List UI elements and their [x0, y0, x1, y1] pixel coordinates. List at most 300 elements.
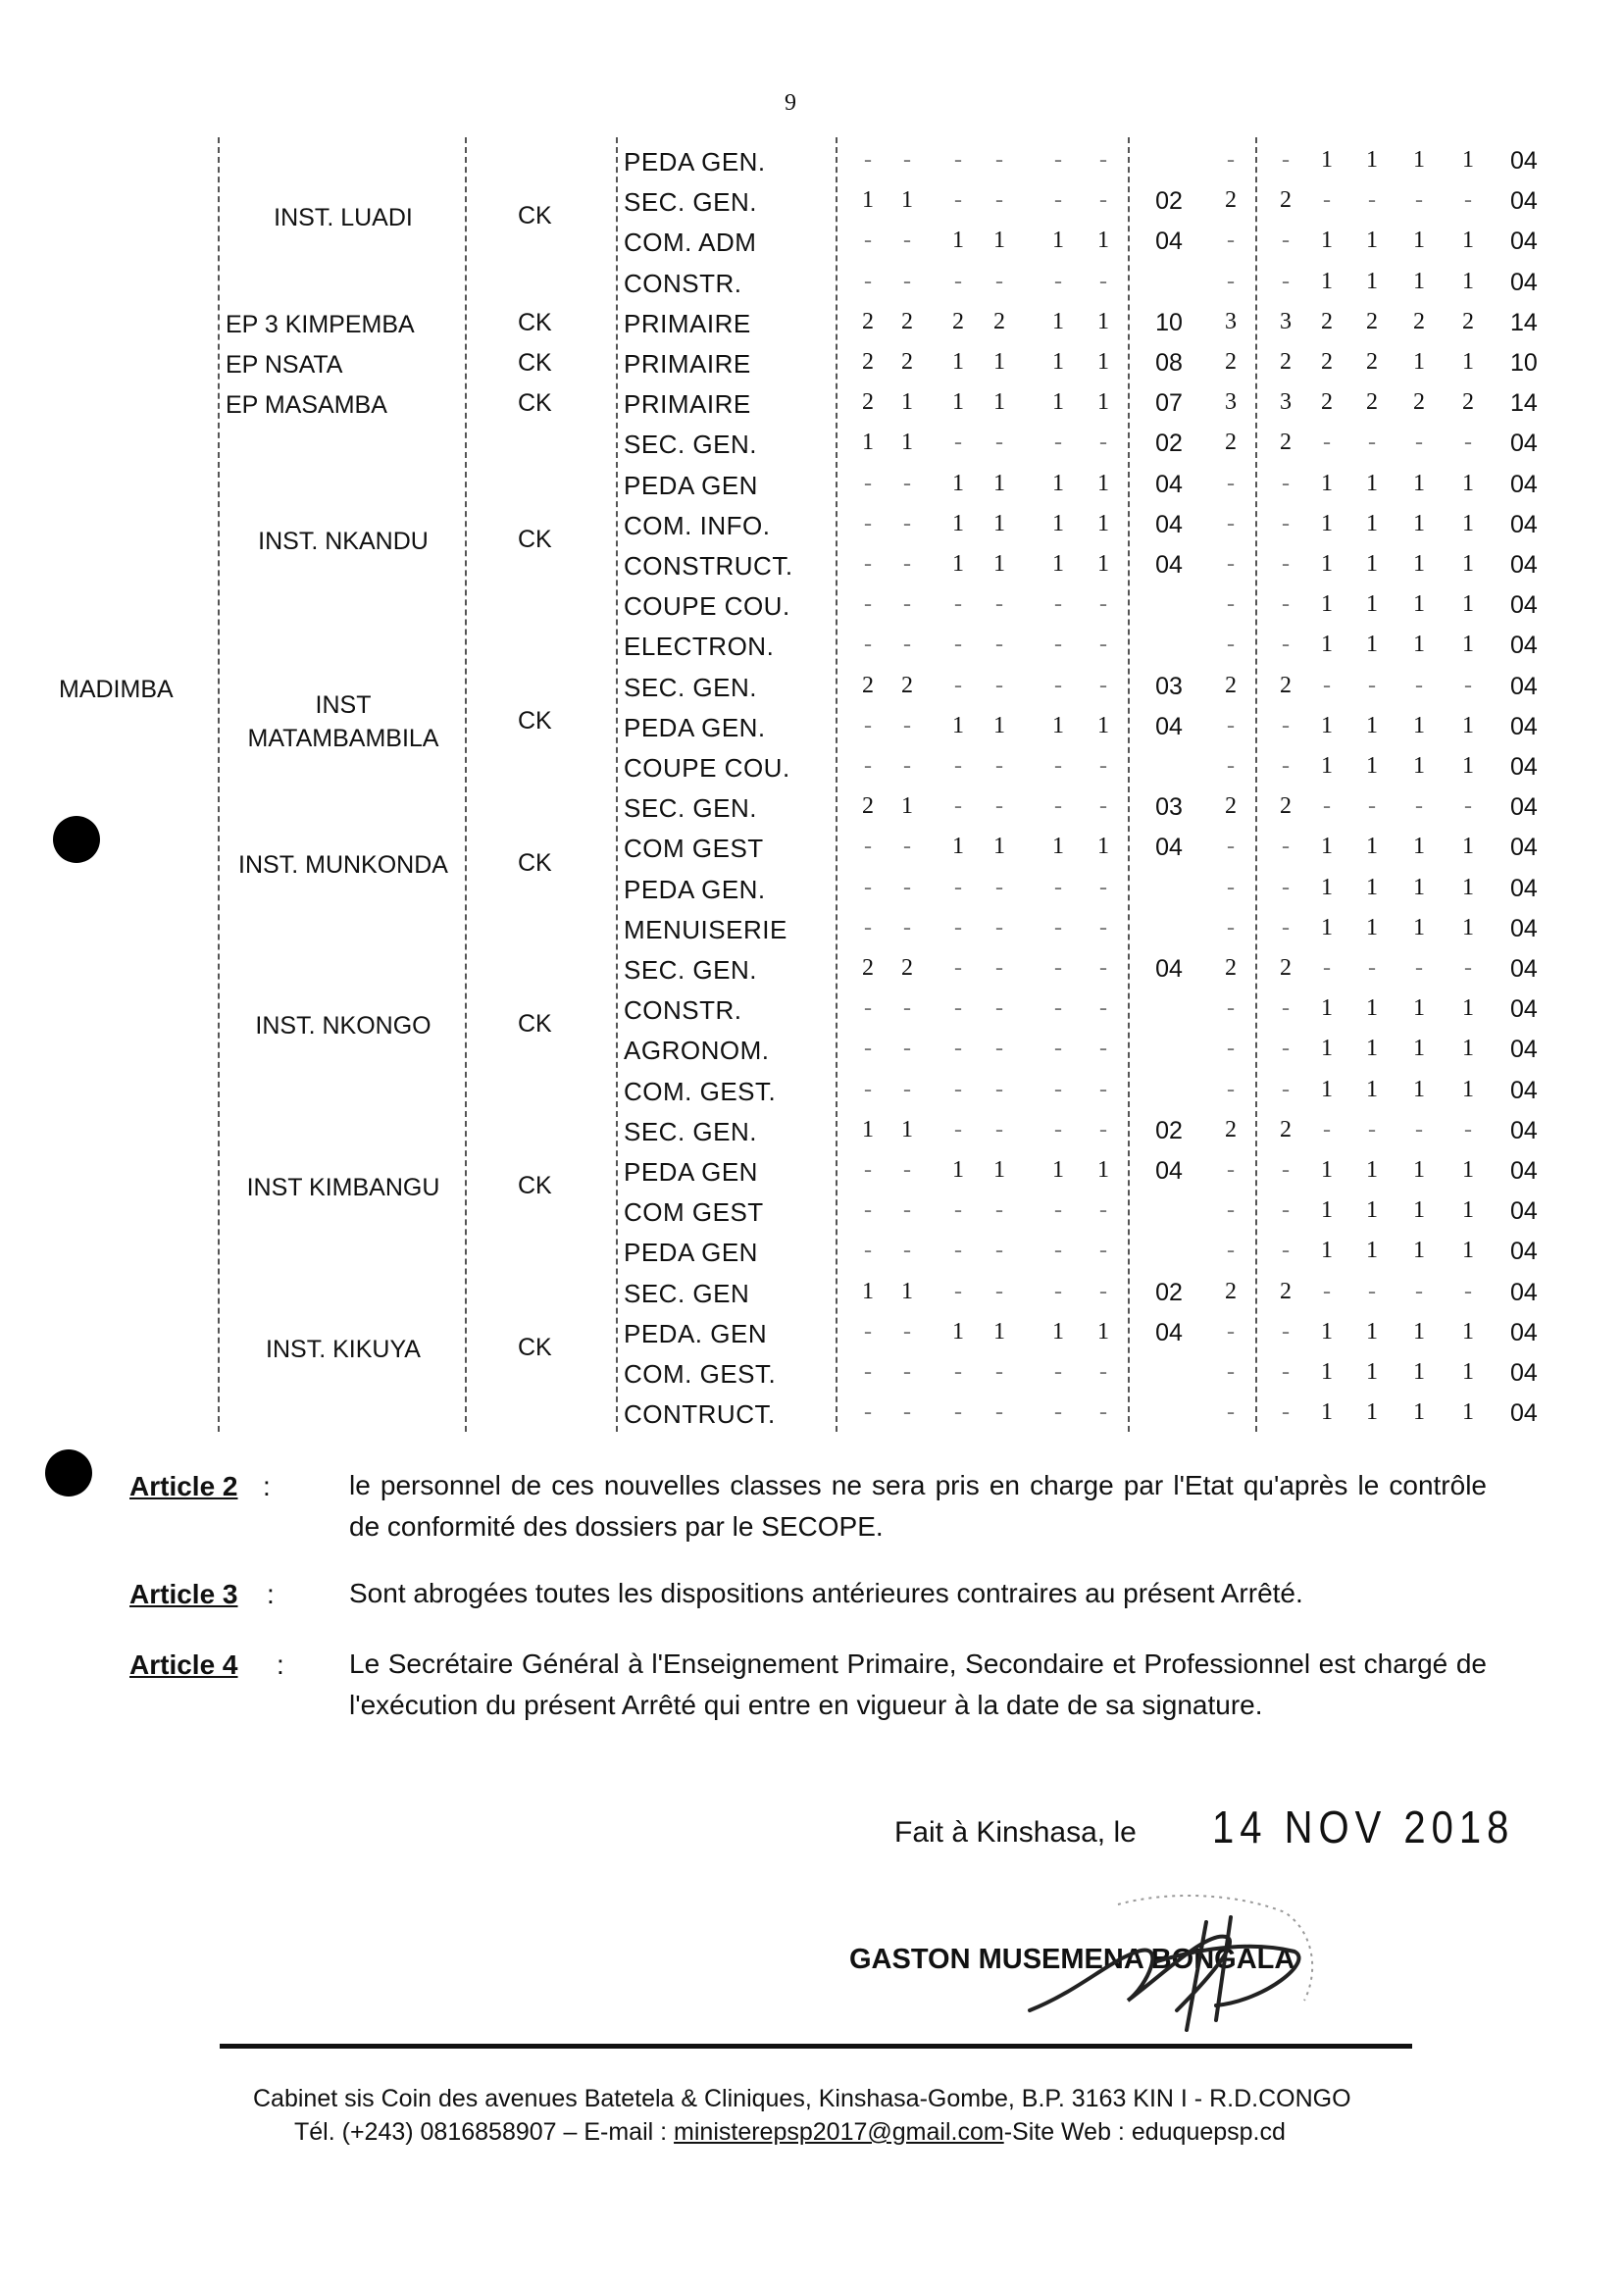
class-count: 1 [1321, 147, 1333, 173]
class-count: 1 [1321, 510, 1333, 536]
class-count: - [1099, 1197, 1107, 1224]
class-count: 1 [1413, 591, 1425, 618]
row-total: 04 [1510, 510, 1538, 538]
class-count: 2 [1280, 1116, 1292, 1142]
class-count: - [1099, 430, 1107, 456]
class-count: - [1323, 187, 1331, 214]
subtotal: 04 [1155, 470, 1183, 498]
class-count: - [1368, 1116, 1376, 1142]
class-count: 1 [993, 834, 1005, 860]
class-count: - [954, 1116, 962, 1142]
class-count: - [1282, 1359, 1290, 1385]
class-count: - [1099, 147, 1107, 173]
class-count: - [1282, 632, 1290, 658]
school-type: CK [518, 1010, 552, 1039]
class-count: 1 [1413, 228, 1425, 254]
class-count: 1 [1321, 1076, 1333, 1102]
school-type: CK [518, 308, 552, 336]
class-count: 1 [1462, 1318, 1474, 1344]
school-type: CK [518, 1172, 552, 1200]
class-count: - [903, 268, 911, 294]
class-count: - [1227, 753, 1235, 779]
column-divider [465, 137, 467, 1432]
class-count: 1 [1366, 1076, 1378, 1102]
class-count: 1 [1413, 834, 1425, 860]
class-count: 1 [901, 187, 913, 214]
class-count: 1 [952, 470, 964, 496]
class-count: - [995, 995, 1003, 1022]
class-count: 1 [1321, 995, 1333, 1022]
class-count: 1 [1321, 874, 1333, 900]
class-count: 1 [1413, 995, 1425, 1022]
article-text: Sont abrogées toutes les dispositions antérieures contraires au présent Arrêté. [349, 1578, 1303, 1608]
subtotal: 04 [1155, 1318, 1183, 1346]
class-count: - [864, 268, 872, 294]
place-line: Fait à Kinshasa, le [894, 1816, 1137, 1849]
option-name: CONSTRUCT. [624, 551, 793, 581]
class-count: 1 [1366, 591, 1378, 618]
class-count: - [954, 430, 962, 456]
row-total: 04 [1510, 1157, 1538, 1185]
class-count: - [1282, 1157, 1290, 1183]
class-count: - [954, 1399, 962, 1426]
handwritten-signature [1020, 1893, 1334, 2040]
class-count: 1 [1413, 1399, 1425, 1426]
row-total: 04 [1510, 955, 1538, 983]
class-count: 1 [1321, 1399, 1333, 1426]
class-count: 1 [1366, 1238, 1378, 1264]
class-count: - [1282, 470, 1290, 496]
option-name: PEDA GEN [624, 1238, 758, 1268]
class-count: - [1227, 551, 1235, 577]
class-count: 1 [1462, 1076, 1474, 1102]
class-count: - [864, 1238, 872, 1264]
class-count: 1 [862, 1116, 874, 1142]
class-count: - [1099, 914, 1107, 940]
class-count: - [903, 1399, 911, 1426]
class-count: - [864, 753, 872, 779]
class-count: 2 [1225, 955, 1237, 981]
class-count: 1 [1321, 712, 1333, 738]
class-count: 1 [1366, 1197, 1378, 1224]
class-count: - [864, 914, 872, 940]
class-count: 1 [1366, 1318, 1378, 1344]
class-count: 3 [1225, 389, 1237, 416]
class-count: - [1282, 1399, 1290, 1426]
class-count: 2 [1413, 389, 1425, 416]
option-name: SEC. GEN [624, 1278, 750, 1308]
class-count: - [903, 874, 911, 900]
class-count: 1 [901, 1278, 913, 1304]
row-total: 14 [1510, 308, 1538, 336]
row-total: 04 [1510, 470, 1538, 498]
class-count: 1 [1413, 268, 1425, 294]
class-count: - [954, 1076, 962, 1102]
option-name: PRIMAIRE [624, 308, 751, 338]
class-count: - [995, 187, 1003, 214]
class-count: - [864, 147, 872, 173]
class-count: - [1054, 187, 1062, 214]
class-count: - [1464, 1116, 1472, 1142]
class-count: - [954, 793, 962, 820]
class-count: - [903, 632, 911, 658]
subtotal: 04 [1155, 228, 1183, 256]
school-name: INST. KIKUYA [266, 1336, 421, 1363]
class-count: 1 [1413, 349, 1425, 375]
class-count: - [1054, 914, 1062, 940]
class-count: - [1464, 672, 1472, 698]
class-count: 1 [1097, 349, 1109, 375]
class-count: - [1099, 1359, 1107, 1385]
class-count: 1 [1462, 914, 1474, 940]
class-count: 1 [1462, 632, 1474, 658]
school-type: CK [518, 389, 552, 418]
class-count: 1 [1366, 632, 1378, 658]
class-count: - [903, 147, 911, 173]
class-count: 1 [1462, 834, 1474, 860]
class-count: 2 [1280, 1278, 1292, 1304]
class-count: - [954, 632, 962, 658]
class-count: - [1099, 1116, 1107, 1142]
class-count: 1 [1366, 228, 1378, 254]
class-count: - [903, 914, 911, 940]
column-divider [218, 137, 220, 1432]
class-count: 2 [1225, 430, 1237, 456]
class-count: - [1054, 1036, 1062, 1062]
class-count: 1 [1413, 1157, 1425, 1183]
class-count: - [1054, 753, 1062, 779]
option-name: COUPE COU. [624, 753, 790, 783]
class-count: - [864, 551, 872, 577]
option-name: PRIMAIRE [624, 349, 751, 379]
option-name: PRIMAIRE [624, 389, 751, 420]
class-count: - [1054, 955, 1062, 981]
article-colon: : [267, 1579, 275, 1609]
class-count: - [1227, 470, 1235, 496]
class-count: - [1415, 672, 1423, 698]
subtotal: 02 [1155, 1116, 1183, 1144]
option-name: SEC. GEN. [624, 793, 757, 824]
class-count: - [903, 1359, 911, 1385]
class-count: 1 [1462, 1197, 1474, 1224]
class-count: 1 [1462, 268, 1474, 294]
class-count: 1 [1366, 874, 1378, 900]
class-count: 1 [1413, 632, 1425, 658]
class-count: 1 [1097, 470, 1109, 496]
class-count: - [954, 187, 962, 214]
column-divider [1128, 137, 1130, 1432]
class-count: - [1323, 793, 1331, 820]
row-total: 04 [1510, 1278, 1538, 1306]
class-count: - [1099, 632, 1107, 658]
class-count: - [1227, 1157, 1235, 1183]
class-count: - [1464, 793, 1472, 820]
subtotal: 04 [1155, 510, 1183, 538]
class-count: - [1282, 874, 1290, 900]
class-count: - [954, 1197, 962, 1224]
class-count: 1 [901, 793, 913, 820]
class-count: 1 [952, 551, 964, 577]
class-count: - [903, 470, 911, 496]
class-count: - [903, 1157, 911, 1183]
class-count: 2 [862, 308, 874, 334]
subtotal: 07 [1155, 389, 1183, 418]
class-count: - [1054, 1399, 1062, 1426]
class-count: - [1415, 955, 1423, 981]
class-count: 1 [1462, 1238, 1474, 1264]
row-total: 04 [1510, 834, 1538, 862]
row-total: 04 [1510, 914, 1538, 942]
class-count: - [1464, 430, 1472, 456]
class-count: 1 [1462, 1359, 1474, 1385]
class-count: 1 [1321, 834, 1333, 860]
class-count: - [1282, 551, 1290, 577]
class-count: 1 [1097, 510, 1109, 536]
class-count: 1 [1413, 914, 1425, 940]
school-name: INST. NKONGO [255, 1012, 431, 1040]
class-count: - [1368, 793, 1376, 820]
class-count: - [1282, 147, 1290, 173]
school-name: EP MASAMBA [226, 391, 387, 420]
footer-site: -Site Web : eduquepsp.cd [1003, 2118, 1286, 2146]
class-count: - [995, 914, 1003, 940]
class-count: - [1099, 1238, 1107, 1264]
class-count: 2 [1225, 1116, 1237, 1142]
option-name: SEC. GEN. [624, 1116, 757, 1146]
class-count: 1 [993, 510, 1005, 536]
class-count: - [864, 712, 872, 738]
class-count: - [864, 1318, 872, 1344]
subtotal: 02 [1155, 187, 1183, 216]
option-name: SEC. GEN. [624, 955, 757, 985]
class-count: 1 [1366, 1359, 1378, 1385]
class-count: - [1054, 1197, 1062, 1224]
row-total: 04 [1510, 632, 1538, 660]
class-count: 1 [1097, 712, 1109, 738]
option-name: PEDA GEN. [624, 712, 766, 742]
class-count: - [995, 874, 1003, 900]
class-count: - [1227, 1076, 1235, 1102]
class-count: 2 [901, 308, 913, 334]
class-count: - [1368, 1278, 1376, 1304]
class-count: - [1099, 995, 1107, 1022]
class-count: - [1464, 955, 1472, 981]
subtotal: 04 [1155, 955, 1183, 983]
row-total: 04 [1510, 1359, 1538, 1387]
class-count: 1 [1462, 591, 1474, 618]
class-count: 2 [1462, 389, 1474, 416]
class-count: 2 [1321, 349, 1333, 375]
school-name: EP 3 KIMPEMBA [226, 310, 415, 338]
class-count: - [1227, 591, 1235, 618]
class-count: - [1323, 430, 1331, 456]
class-count: - [995, 1278, 1003, 1304]
class-count: - [995, 1359, 1003, 1385]
subtotal: 10 [1155, 308, 1183, 336]
class-count: - [954, 268, 962, 294]
class-count: 1 [1321, 470, 1333, 496]
class-count: - [954, 1238, 962, 1264]
class-count: 1 [1462, 349, 1474, 375]
class-count: - [1282, 1238, 1290, 1264]
class-count: 2 [1225, 349, 1237, 375]
school-type: CK [518, 707, 552, 736]
column-divider [836, 137, 837, 1432]
class-count: 1 [1321, 1359, 1333, 1385]
class-count: 2 [862, 672, 874, 698]
class-count: 2 [901, 955, 913, 981]
school-name: INST KIMBANGU [246, 1174, 440, 1202]
class-count: 1 [1052, 349, 1064, 375]
class-count: - [1099, 753, 1107, 779]
class-count: 1 [1462, 1399, 1474, 1426]
class-count: 1 [1413, 1036, 1425, 1062]
school-type: CK [518, 848, 552, 877]
class-count: 1 [901, 430, 913, 456]
class-count: 1 [1321, 632, 1333, 658]
class-count: 1 [1052, 228, 1064, 254]
class-count: - [995, 268, 1003, 294]
class-count: 1 [993, 1318, 1005, 1344]
row-total: 04 [1510, 1238, 1538, 1266]
row-total: 04 [1510, 228, 1538, 256]
class-count: - [1227, 147, 1235, 173]
class-count: - [1099, 955, 1107, 981]
class-count: 1 [1321, 753, 1333, 779]
option-name: SEC. GEN. [624, 187, 757, 218]
class-count: 1 [1321, 1197, 1333, 1224]
footer-email[interactable]: ministerepsp2017@gmail.com [674, 2118, 1004, 2146]
class-count: - [1282, 995, 1290, 1022]
class-count: - [903, 1076, 911, 1102]
class-count: - [1227, 712, 1235, 738]
class-count: - [903, 228, 911, 254]
class-count: 2 [862, 349, 874, 375]
school-name: EP NSATA [226, 351, 343, 379]
class-count: 1 [1413, 1238, 1425, 1264]
class-count: - [1282, 268, 1290, 294]
class-count: 1 [952, 1157, 964, 1183]
class-count: 1 [952, 228, 964, 254]
class-count: 1 [1413, 753, 1425, 779]
class-count: 2 [901, 672, 913, 698]
class-count: - [1282, 1318, 1290, 1344]
subtotal: 03 [1155, 793, 1183, 822]
row-total: 04 [1510, 672, 1538, 700]
class-count: - [1099, 874, 1107, 900]
class-count: 1 [1321, 1036, 1333, 1062]
class-count: 1 [993, 712, 1005, 738]
class-count: 2 [1225, 187, 1237, 214]
class-count: - [864, 1197, 872, 1224]
class-count: 1 [1366, 268, 1378, 294]
class-count: 2 [1280, 793, 1292, 820]
row-total: 10 [1510, 349, 1538, 377]
class-count: - [1054, 995, 1062, 1022]
option-name: CONSTR. [624, 995, 742, 1026]
class-count: 1 [1097, 389, 1109, 416]
class-count: 1 [993, 349, 1005, 375]
class-count: - [995, 1076, 1003, 1102]
class-count: - [1099, 1399, 1107, 1426]
class-count: - [864, 1359, 872, 1385]
class-count: 2 [1413, 308, 1425, 334]
option-name: COM GEST [624, 1197, 764, 1228]
class-count: 2 [1225, 672, 1237, 698]
class-count: 1 [1413, 1197, 1425, 1224]
class-count: - [1282, 510, 1290, 536]
class-count: 2 [1280, 349, 1292, 375]
class-count: - [1054, 591, 1062, 618]
class-count: 2 [1280, 955, 1292, 981]
class-count: 1 [1462, 1036, 1474, 1062]
class-count: 1 [1366, 753, 1378, 779]
class-count: - [1227, 995, 1235, 1022]
footer-contact [294, 2118, 1286, 2147]
class-count: - [954, 672, 962, 698]
class-count: - [1464, 1278, 1472, 1304]
class-count: 1 [1462, 551, 1474, 577]
class-count: 1 [1462, 147, 1474, 173]
class-count: 1 [952, 1318, 964, 1344]
class-count: - [1227, 510, 1235, 536]
class-count: - [995, 1197, 1003, 1224]
class-count: 2 [862, 793, 874, 820]
page-number: 9 [785, 90, 796, 116]
class-count: 1 [1462, 753, 1474, 779]
class-count: 1 [1366, 995, 1378, 1022]
class-count: - [995, 672, 1003, 698]
row-total: 04 [1510, 874, 1538, 902]
class-count: 1 [1052, 470, 1064, 496]
class-count: 1 [1366, 1399, 1378, 1426]
class-count: 1 [1413, 147, 1425, 173]
class-count: 1 [1097, 308, 1109, 334]
class-count: - [1054, 874, 1062, 900]
class-count: 1 [1462, 995, 1474, 1022]
row-total: 04 [1510, 1116, 1538, 1144]
class-count: 1 [1321, 1318, 1333, 1344]
class-count: - [1415, 1278, 1423, 1304]
class-count: 2 [1321, 308, 1333, 334]
option-name: PEDA GEN. [624, 874, 766, 904]
class-count: 1 [993, 228, 1005, 254]
class-count: 1 [1413, 470, 1425, 496]
option-name: PEDA. GEN [624, 1318, 768, 1348]
class-count: - [1054, 793, 1062, 820]
class-count: - [903, 1238, 911, 1264]
class-count: - [954, 955, 962, 981]
school-type: CK [518, 526, 552, 553]
class-count: 1 [952, 712, 964, 738]
subtotal: 08 [1155, 349, 1183, 377]
class-count: 1 [1413, 1318, 1425, 1344]
article-text: Le Secrétaire Général à l'Enseignement Primaire, Secondaire et Professionnel est chargé de l'exécution du présent Arrêté qui entre en vigueur à la date de sa signature. [349, 1649, 1487, 1720]
class-count: - [903, 712, 911, 738]
class-count: 1 [1052, 308, 1064, 334]
class-count: 1 [1097, 1318, 1109, 1344]
class-count: - [903, 1318, 911, 1344]
class-count: - [995, 1116, 1003, 1142]
class-count: 2 [1321, 389, 1333, 416]
class-count: 2 [1366, 349, 1378, 375]
row-total: 04 [1510, 712, 1538, 740]
class-count: 2 [862, 389, 874, 416]
footer-rule [220, 2044, 1412, 2049]
option-name: MENUISERIE [624, 914, 787, 944]
class-count: 3 [1225, 308, 1237, 334]
subtotal: 03 [1155, 672, 1183, 700]
